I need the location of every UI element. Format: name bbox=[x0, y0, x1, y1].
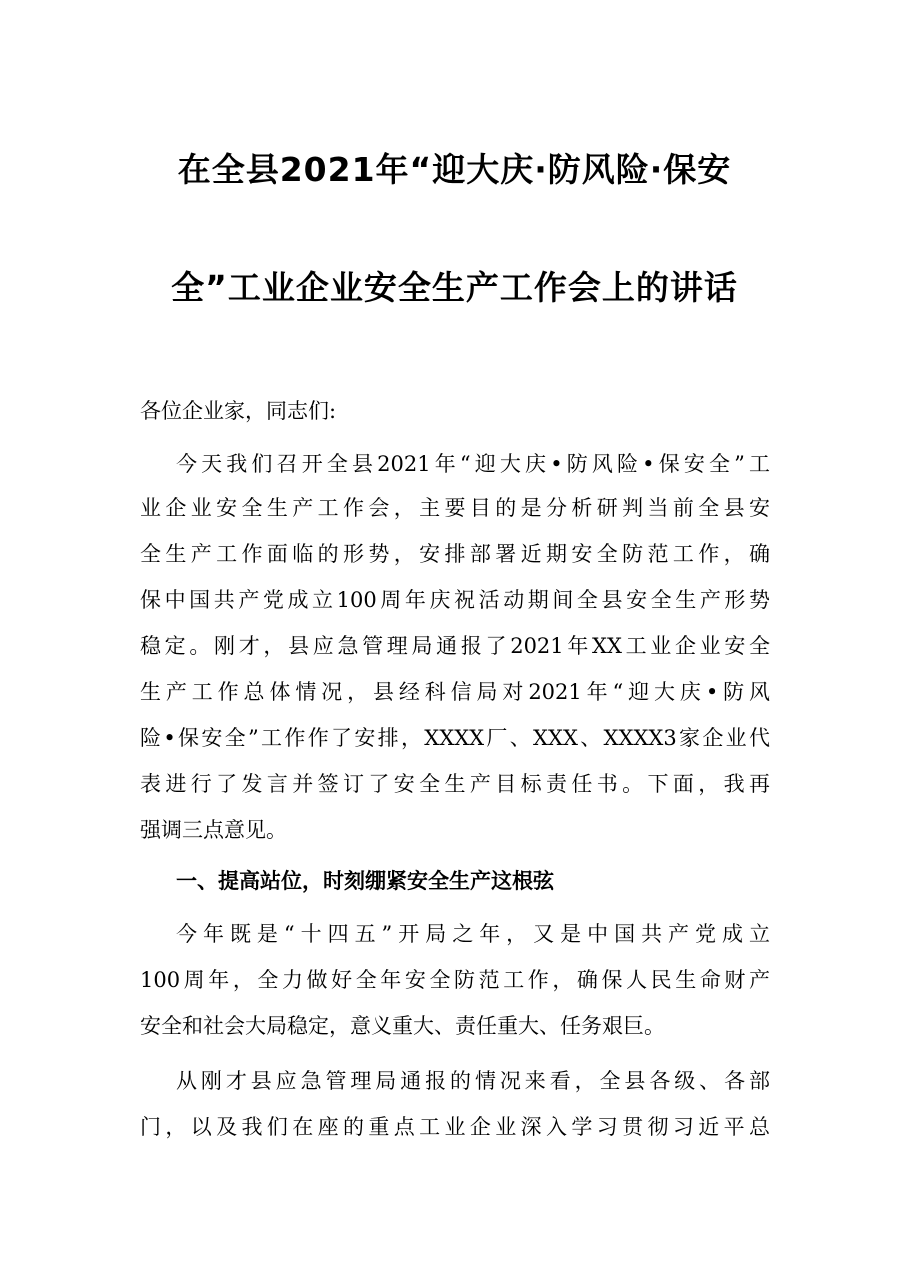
paragraph-2-line: 今年既是“十四五”开局之年，又是中国共产党成立 bbox=[176, 922, 770, 946]
paragraph-1-line: 全生产工作面临的形势，安排部署近期安全防范工作，确 bbox=[140, 542, 770, 566]
paragraph-1-line: 强调三点意见。 bbox=[140, 818, 287, 842]
paragraph-1-line: 表进行了发言并签订了安全生产目标责任书。下面，我再 bbox=[140, 772, 770, 796]
paragraph-2-line: 安全和社会大局稳定，意义重大、责任重大、任务艰巨。 bbox=[140, 1014, 665, 1038]
paragraph-1-line: 稳定。刚才，县应急管理局通报了2021年XX工业企业安全 bbox=[140, 634, 770, 658]
paragraph-1-line: 生产工作总体情况，县经科信局对2021年“迎大庆•防风 bbox=[140, 680, 770, 704]
paragraph-3-line: 门，以及我们在座的重点工业企业深入学习贯彻习近平总 bbox=[140, 1115, 770, 1139]
paragraph-1-line: 业企业安全生产工作会，主要目的是分析研判当前全县安 bbox=[140, 496, 770, 520]
paragraph-1-line: 今天我们召开全县2021年“迎大庆•防风险•保安全”工 bbox=[176, 452, 770, 476]
paragraph-1-line: 保中国共产党成立100周年庆祝活动期间全县安全生产形势 bbox=[140, 588, 770, 612]
paragraph-3-line: 从刚才县应急管理局通报的情况来看，全县各级、各部 bbox=[176, 1069, 770, 1093]
salutation: 各位企业家，同志们: bbox=[140, 399, 337, 423]
document-title-line-2: 全”工业企业安全生产工作会上的讲话 bbox=[171, 268, 738, 307]
section-1-heading: 一、提高站位，时刻绷紧安全生产这根弦 bbox=[176, 869, 554, 893]
document-title-line-1: 在全县2021年“迎大庆·防风险·保安 bbox=[177, 150, 732, 189]
paragraph-2-line: 100周年，全力做好全年安全防范工作，确保人民生命财产 bbox=[140, 968, 770, 992]
paragraph-1-line: 险•保安全”工作作了安排，XXXX厂、XXX、XXXX3家企业代 bbox=[140, 726, 770, 750]
